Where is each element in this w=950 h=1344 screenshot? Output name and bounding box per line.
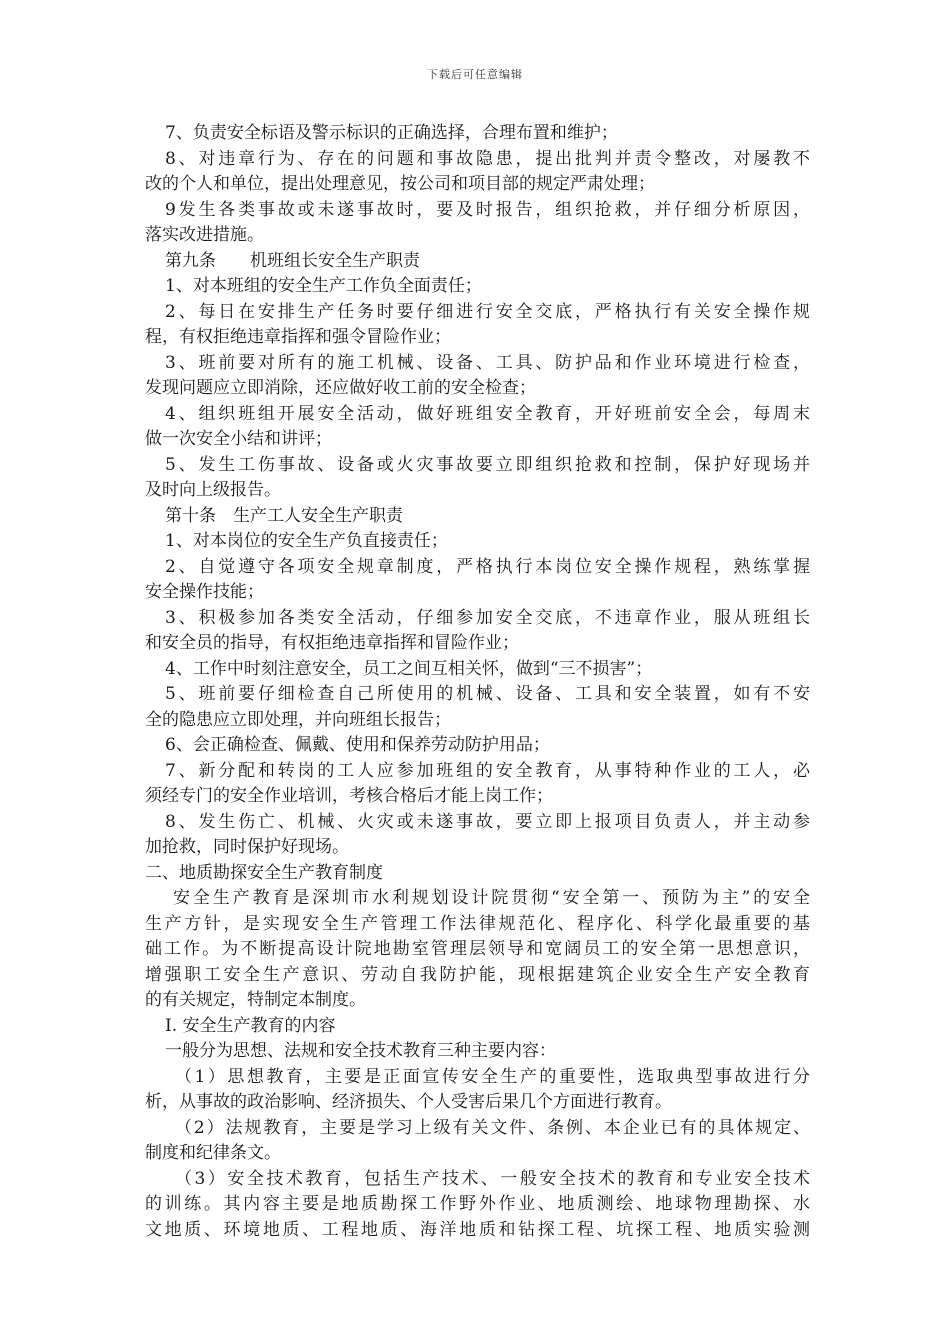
text-line: （1）思想教育，主要是正面宣传安全生产的重要性，选取典型事故进行分 [175, 1066, 810, 1087]
text-line: 的训练。其内容主要是地质勘探工作野外作业、地质测绘、地球物理勘探、水 [145, 1194, 810, 1214]
text-line: 发现问题应立即消除，还应做好收工前的安全检查； [145, 378, 536, 398]
text-line: 9发生各类事故或未遂事故时，要及时报告，组织抢救，并仔细分析原因， [165, 199, 810, 220]
text-line: 础工作。为不断提高设计院地勘室管理层领导和宽阔员工的安全第一思想意识， [145, 939, 810, 959]
text-line: 1、对本班组的安全生产工作负全面责任； [165, 276, 482, 296]
text-line: 第十条 生产工人安全生产职责 [165, 505, 403, 526]
document-body [145, 121, 810, 1243]
text-line: 一般分为思想、法规和安全技术教育三种主要内容： [165, 1041, 556, 1061]
text-line: 1、对本岗位的安全生产负直接责任； [165, 531, 448, 551]
text-line: 安全生产教育是深圳市水利规划设计院贯彻“安全第一、预防为主”的安全 [173, 888, 810, 908]
text-line: 4、工作中时刻注意安全，员工之间互相关怀，做到“三不损害”； [165, 658, 653, 679]
text-line: 的有关规定，特制定本制度。 [145, 990, 366, 1010]
text-line: 二、地质勘探安全生产教育制度 [145, 862, 383, 883]
text-line: 改的个人和单位，提出处理意见，按公司和项目部的规定严肃处理； [145, 174, 655, 194]
text-line: （2）法规教育，主要是学习上级有关文件、条例、本企业已有的具体规定、 [175, 1117, 810, 1138]
text-line: 须经专门的安全作业培训，考核合格后才能上岗工作； [145, 786, 553, 806]
text-line: 安全操作技能； [145, 582, 264, 602]
text-line: 5、发生工伤事故、设备或火灾事故要立即组织抢救和控制，保护好现场并 [165, 454, 810, 475]
text-line: 增强职工安全生产意识、劳动自我防护能，现根据建筑企业安全生产安全教育 [145, 964, 810, 985]
page-header: 下载后可任意编辑 [427, 68, 523, 81]
text-line: 8、对违章行为、存在的问题和事故隐患，提出批判并责令整改，对屡教不 [165, 148, 810, 169]
text-line: 做一次安全小结和讲评； [145, 429, 332, 449]
text-line: 程，有权拒绝违章指挥和强令冒险作业； [145, 327, 451, 347]
text-line: I. 安全生产教育的内容 [165, 1015, 336, 1036]
text-line: 第九条 机班组长安全生产职责 [165, 250, 420, 271]
text-line: 和安全员的指导，有权拒绝违章指挥和冒险作业； [145, 633, 519, 653]
text-line: （3）安全技术教育，包括生产技术、一般安全技术的教育和专业安全技术 [175, 1168, 810, 1189]
text-line: 6、会正确检查、佩戴、使用和保养劳动防护用品； [165, 735, 550, 755]
text-line: 全的隐患应立即处理，并向班组长报告； [145, 709, 451, 730]
text-line: 析，从事故的政治影响、经济损失、个人受害后果几个方面进行教育。 [145, 1092, 672, 1112]
text-line: 生产方针，是实现安全生产管理工作法律规范化、程序化、科学化最重要的基 [145, 913, 810, 934]
text-line: 2、自觉遵守各项安全规章制度，严格执行本岗位安全操作规程，熟练掌握 [165, 556, 810, 577]
text-line: 7、负责安全标语及警示标识的正确选择，合理布置和维护； [165, 123, 618, 143]
text-line: 8、发生伤亡、机械、火灾或未遂事故，要立即上报项目负责人，并主动参 [165, 811, 810, 832]
text-line: 3、积极参加各类安全活动，仔细参加安全交底，不违章作业，服从班组长 [165, 607, 810, 628]
text-line: 落实改进措施。 [145, 225, 264, 245]
text-line: 3、班前要对所有的施工机械、设备、工具、防护品和作业环境进行检查， [165, 352, 810, 373]
text-line: 7、新分配和转岗的工人应参加班组的安全教育，从事特种作业的工人，必 [165, 760, 810, 781]
text-line: 制度和纪律条文。 [145, 1143, 281, 1163]
text-line: 4、组织班组开展安全活动，做好班组安全教育，开好班前安全会，每周末 [165, 403, 810, 424]
text-line: 文地质、环境地质、工程地质、海洋地质和钻探工程、坑探工程、地质实验测 [145, 1219, 810, 1240]
text-line: 5、班前要仔细检查自己所使用的机械、设备、工具和安全装置，如有不安 [165, 684, 810, 704]
text-line: 及时向上级报告。 [145, 480, 281, 500]
text-line: 加抢救，同时保护好现场。 [145, 837, 349, 857]
text-line: 2、每日在安排生产任务时要仔细进行安全交底，严格执行有关安全操作规 [165, 301, 810, 322]
